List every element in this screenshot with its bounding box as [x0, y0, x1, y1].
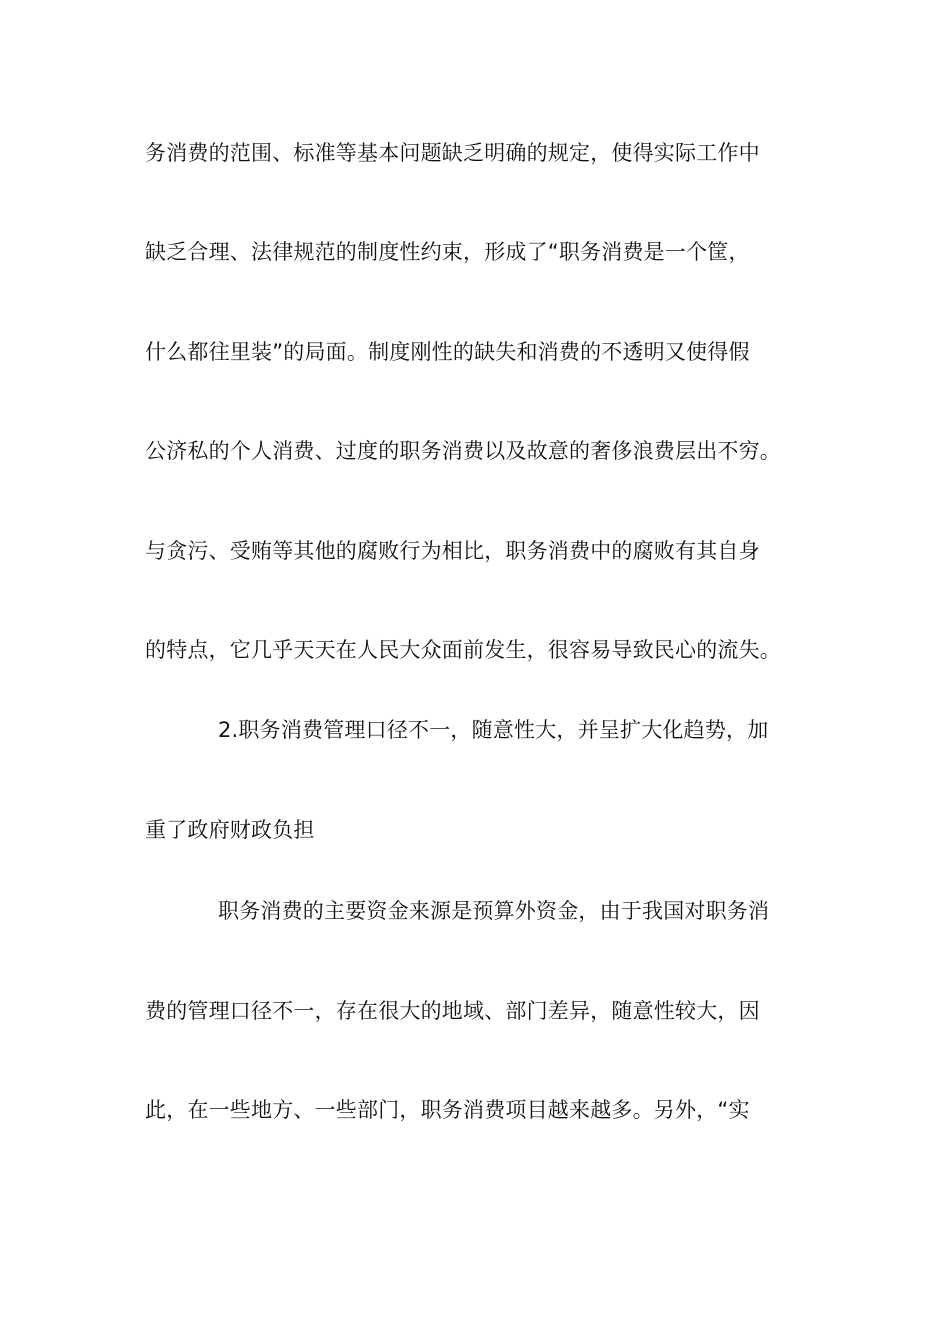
section-heading-line: 重了政府财政负担 — [145, 818, 315, 842]
body-text-line: 此，在一些地方、一些部门，职务消费项目越来越多。另外，“实 — [145, 1098, 750, 1122]
section-heading-line: 2.职务消费管理口径不一，随意性大，并呈扩大化趋势，加 — [218, 718, 769, 742]
body-text-line: 什么都往里装”的局面。制度刚性的缺失和消费的不透明又使得假 — [145, 340, 750, 364]
body-text-line: 与贪污、受贿等其他的腐败行为相比，职务消费中的腐败有其自身 — [145, 539, 760, 563]
body-text-line: 职务消费的主要资金来源是预算外资金，由于我国对职务消 — [218, 899, 770, 923]
body-text-line: 务消费的范围、标准等基本问题缺乏明确的规定，使得实际工作中 — [145, 141, 760, 165]
body-text-line: 公济私的个人消费、过度的职务消费以及故意的奢侈浪费层出不穷。 — [145, 439, 781, 463]
body-text-line: 费的管理口径不一，存在很大的地域、部门差异，随意性较大，因 — [145, 999, 760, 1023]
body-text-line: 缺乏合理、法律规范的制度性约束，形成了“职务消费是一个筐， — [145, 240, 750, 264]
body-text-line: 的特点，它几乎天天在人民大众面前发生，很容易导致民心的流失。 — [145, 638, 781, 662]
